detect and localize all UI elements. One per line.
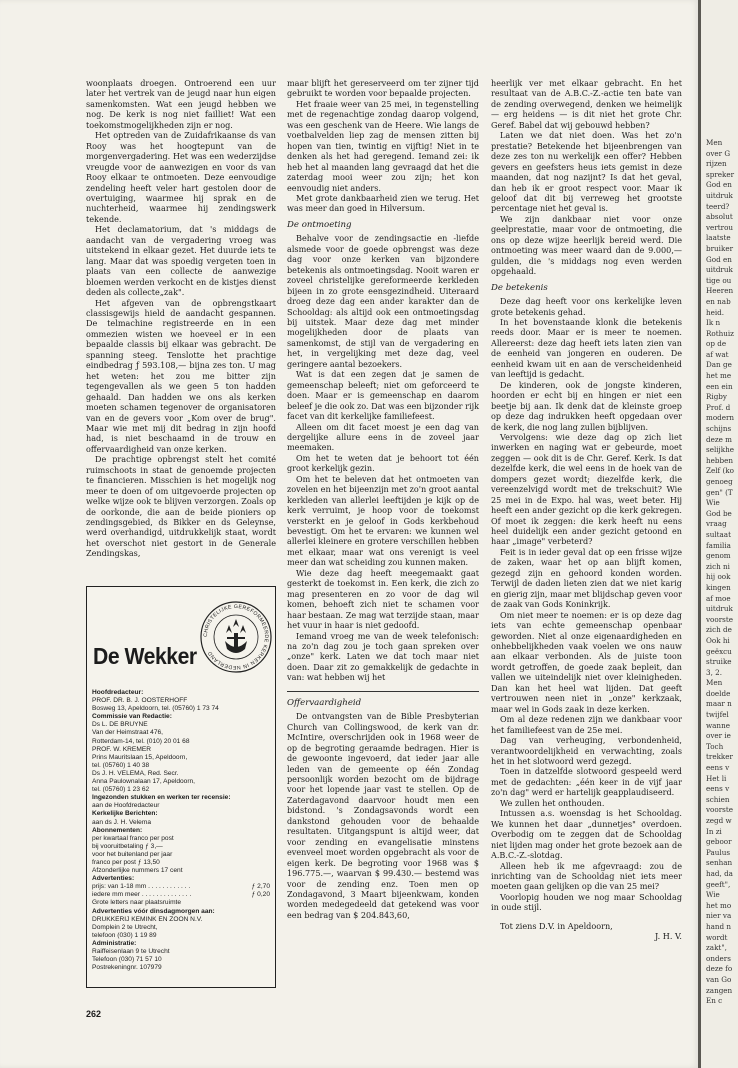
- colophon-line: franco per post ƒ 13,50: [92, 858, 160, 866]
- paragraph: Om al deze redenen zijn we dankbaar voor het familiefeest van de 25e mei.: [491, 714, 682, 735]
- colophon-heading: Administratie:: [92, 939, 137, 947]
- adjacent-page-text-fragment: hij ook: [706, 572, 731, 582]
- adjacent-page-text-fragment: hebben: [706, 455, 733, 465]
- adjacent-page-text-fragment: zich de: [706, 625, 732, 635]
- adjacent-page-text-fragment: af moe: [706, 593, 731, 603]
- masthead-colophon: [87, 689, 275, 972]
- adjacent-page-text-fragment: familia: [706, 540, 731, 550]
- paragraph: We zullen het onthouden.: [500, 797, 605, 808]
- colophon-line: Prins Mauritslaan 15, Apeldoorn,: [92, 753, 188, 761]
- adjacent-page-text-fragment: schien: [706, 794, 730, 804]
- adjacent-page-text-fragment: eens v: [706, 763, 730, 773]
- paragraph: Laten we dat niet doen. Was het zo'n prestatie? Betekende het bijeenbrengen van deze zes ton nu werkelijk een offer? Hebben gevers en geefsters heus iets gemist in deze maanden, dat nog nazijnt? Is dat het geval, dan heb ik er groot respect voor. Maar ik geloof dat dit bij verreweg het grootste percentage niet het geval is.: [491, 130, 682, 214]
- colophon-line: telefoon (030) 1 19 89: [92, 931, 157, 939]
- colophon-line: aan de Hoofdredacteur: [92, 802, 160, 810]
- paragraph: Wat is dat een zegen dat je samen de gemeenschap beleeft; niet om geforceerd te doen. Maar er is gemeenschap en daarom beleef je die ook zo. Dat was een bijzonder rijk facet van dit kerkelijke familiefeest.: [287, 369, 479, 422]
- colophon-line: Grote letters naar plaatsruimte: [92, 899, 182, 907]
- paragraph: Met grote dankbaarheid zien we terug. Het was meer dan goed in Hilversum.: [287, 192, 479, 214]
- colophon-heading: Advertenties vóór dinsdagmorgen aan:: [92, 907, 215, 915]
- colophon-line: bij vooruitbetaling ƒ 3,—: [92, 842, 163, 850]
- adjacent-page-text-fragment: selijkhe: [706, 445, 735, 455]
- adjacent-page-text-fragment: deze fo: [706, 964, 733, 974]
- adjacent-page-text-fragment: Rothuiz: [706, 328, 734, 338]
- colophon-line: Van der Heimstraat 476,: [92, 729, 163, 737]
- adjacent-page-text-fragment: trekker: [706, 752, 733, 762]
- section-heading: Offervaardigheid: [287, 697, 362, 708]
- paragraph: woonplaats droegen. Ontroerend een uur later het vertrek van de jeugd naar hun eigen samenkomsten. Wat een jeugd hebben we nog. De kerk is nog niet failliet! Wat een toekomstmogelijkheden zijn er nog.: [86, 78, 276, 130]
- colophon-line: Postrekeningnr. 107979: [92, 964, 162, 972]
- seal-text: CHRISTELIJKE GEREFORMEERDE KERKEN IN NEDERLAND: [202, 603, 270, 671]
- adjacent-page-text-fragment: nier va: [706, 911, 732, 921]
- adjacent-page-text-fragment: zakt",: [706, 943, 727, 953]
- colophon-line: Telefoon (030) 71 57 10: [92, 956, 162, 964]
- adjacent-page-text-fragment: genoeg: [706, 477, 733, 486]
- adjacent-page-text-fragment: geëxcu: [706, 646, 732, 656]
- colophon-line: [92, 883, 270, 891]
- adjacent-page-text-fragment: deze m: [706, 434, 732, 444]
- paragraph: Behalve voor de zendingsactie en -liefde alsmede voor de goede opbrengst was deze dag voor onze kerken van bijzondere betekenis als ontmoetingsdag. Nooit waren er zoveel christelijke gereformeerde kerkleden bijeen in zo grote eensgezindheid. Uiteraard droeg deze dag een ander karakter dan de Schooldag: als altijd ook een ontmoetingsdag bij uitstek. Maar deze dag met minder mogelijkheden door de plaats van samenkomst, de stijl van de vergadering en het, in vergelijking met deze dag, veel geringere aantal bezoekers.: [287, 233, 479, 369]
- adjacent-page-text-fragment: geeft",: [706, 879, 731, 889]
- paragraph: Het fraaie weer van 25 mei, in tegenstelling met de regenachtige zondag daarop volgend, was een geschenk van de Heere. Wie langs de voetbalvelden liep zag de mensen zitten bij hopen van tien, twintig en vijftig! Niet in te denken als het had geregend. Iemand zei: ik heb het al maanden lang gevraagd dat het die zaterdag mooi weer zou zijn; het kon eenvoudig niet anders.: [287, 98, 479, 193]
- colophon-line: PROF. W. KREMER: [92, 745, 151, 753]
- adjacent-page-text-fragment: uitdruk: [706, 604, 733, 614]
- paragraph: Dag van verheuging, verbondenheid, verantwoordelijkheid en verwachting, zoals het in het slotwoord werd gezegd.: [491, 735, 682, 766]
- colophon-heading: Commissie van Redactie:: [92, 713, 172, 721]
- colophon-line: DRUKKERIJ KEMINK EN ZOON N.V.: [92, 915, 203, 923]
- paragraph: Om het te weten dat je behoort tot één groot kerkelijk gezin.: [287, 452, 479, 474]
- adjacent-page-text-fragment: doelde: [706, 688, 731, 698]
- adjacent-page-text-fragment: Men: [706, 138, 723, 147]
- paragraph: Iemand vroeg me van de week telefonisch: na zo'n dag zou je toch gaan spreken over „onze" kerk. Laten we dat toch maar niet doen. Daar zit zo gemakkelijk de gedachte in van: wat hebben wij het: [287, 630, 479, 683]
- masthead-box: [86, 586, 276, 988]
- adjacent-page-text-fragment: Heeren: [706, 286, 734, 296]
- section-heading: De betekenis: [491, 282, 548, 293]
- adjacent-page-text-fragment: struike: [706, 657, 732, 667]
- adjacent-page-text-fragment: vertrou: [706, 222, 734, 232]
- colophon-line: Ds J. H. VELEMA, Red. Secr.: [92, 769, 179, 777]
- paragraph: Om het te beleven dat het ontmoeten van zovelen en het bijeenzijn met zo'n groot aantal kerkleden van allerlei leeftijden je kijk op de kerk verruimt, je hoop voor de toekomst versterkt en je geloof in Gods kerkbehoud bevestigt. Om het te ervaren: we kunnen wel allerlei kleinere en grotere verschillen hebben met elkaar, maar wat ons verenigt is veel meer dan wat scheiding zou kunnen maken.: [287, 473, 479, 568]
- colophon-line: Domplein 2 te Utrecht,: [92, 923, 158, 931]
- masthead-title: De Wekker: [93, 643, 197, 669]
- paragraph: In het bovenstaande klonk die betekenis reeds door. Maar er is meer te noemen. Allereerst: deze dag heeft iets laten zien van de eenheid van jongeren en ouderen. De eenheid kwam uit en aan de verscheidenheid van leeftijd is gedacht.: [491, 316, 682, 380]
- adjacent-page-text-fragment: modern: [706, 413, 735, 423]
- adjacent-page-text-fragment: kingen: [706, 582, 731, 592]
- paragraph: Toen in datzelfde slotwoord gespeeld werd met de gedachten: „één keer in de vijf jaar zo'n dag" werd er hartelijk geapplaudiseerd.: [491, 766, 682, 798]
- closing-line: Tot ziens D.V. in Apeldoorn,: [500, 920, 613, 931]
- paragraph: Om niet meer te noemen: er is op deze dag iets van echte gemeenschap openbaar geworden. Niet al onze eigenaardigheden en onhebbelijkheden vaak voelen we ons nauw aan elkaar verbonden. Als de juiste toon wordt getroffen, de goede zaak bepleit, dan vallen we uiteindelijk niet over kleinigheden. Dan kan het heel wat lijden. Dat geeft vertrouwen neen niet in „onze" kerkzaak, maar wel in Gods zaak in deze kerken.: [491, 609, 682, 714]
- colophon-heading: Ingezonden stukken en werken ter recensie:: [92, 794, 231, 802]
- adjacent-page-text-fragment: voorste: [706, 614, 733, 624]
- adjacent-page-text-fragment: onders: [706, 953, 731, 963]
- adjacent-page-text-fragment: Dan ge: [706, 360, 732, 370]
- adjacent-page-text-fragment: God be: [706, 508, 732, 518]
- divider: [287, 691, 479, 692]
- adjacent-page-text-fragment: God en: [706, 254, 732, 264]
- adjacent-page-text-fragment: Ik n: [706, 318, 721, 328]
- adjacent-page-text-fragment: Wie: [706, 498, 720, 508]
- colophon-line: aan ds J. H. Velema: [92, 818, 152, 826]
- colophon-heading: Hoofdredacteur:: [92, 689, 144, 696]
- adjacent-page-text-fragment: Paulus: [706, 847, 731, 857]
- colophon-heading: Kerkelijke Berichten:: [92, 810, 158, 818]
- paragraph: Vervolgens: wie deze dag op zich liet inwerken en naging wat er gebeurde, moet zeggen — ook dit is de Chr. Geref. Kerk. Is dat dezelfde kerk, die wel eens in de hoek van de dompers gezet wordt; diezelfde kerk, die vereenzelvigd wordt met de trekschuit? Wie 25 mei in de Expo. hal was, weet beter. Hij heeft een ander gezicht op die kerk gekregen. Of moet ik zeggen: die kerk heeft nu eens heel duidelijk een ander gezicht getoond en haar „image" verbeterd?: [491, 431, 682, 547]
- adjacent-page-text-fragment: Rigby: [706, 392, 727, 402]
- adjacent-page-text-fragment: In zi: [706, 826, 722, 836]
- adjacent-page-text-fragment: spreker: [706, 169, 735, 179]
- adjacent-page-text-fragment: vraag: [706, 519, 727, 529]
- adjacent-page-text-fragment: zegd w: [706, 816, 732, 825]
- adjacent-page-text-fragment: Wie: [706, 890, 720, 900]
- adjacent-page-text-fragment: uitdruk: [706, 265, 733, 275]
- adjacent-page-text-fragment: zich ni: [706, 561, 730, 571]
- colophon-line: voor het buitenland per jaar: [92, 850, 173, 858]
- adjacent-page-text-fragment: wanne: [706, 720, 730, 730]
- adjacent-page-text-fragment: Toch: [706, 741, 724, 751]
- adjacent-page-text-fragment: Prof. d: [706, 402, 731, 412]
- colophon-label: iedere mm meer . . . . . . . . . . . . . .: [92, 891, 192, 899]
- adjacent-page-text-fragment: en nab: [706, 296, 731, 306]
- adjacent-page-text-fragment: geboor: [706, 837, 732, 847]
- paragraph: Het afgeven van de opbrengstkaart classisgewijs hield de aandacht gespannen. De telmachine registreerde en in een ommezien wisten we hoeveel er in een bepaalde classis bij elkaar was gebracht. De spanning steeg. Tenslotte het prachtige eindbedrag ƒ 593.108,— bijna zes ton. U mag het weten: het zou me bitter zijn tegengevallen als we geen 5 ton hadden gehaald. Dan hadden we ons als kerken moeten schamen tegenover de organisatoren van en de gevers voor „Kom over de brug". Maar wie met mij dit bedrag in zijn hoofd had, is niet beschaamd in de trouw en offervaardigheid van onze kerken.: [86, 297, 276, 454]
- adjacent-page-text-fragment: op de: [706, 339, 727, 349]
- paragraph: Het declamatorium, dat 's middags de aandacht van de vergadering vroeg was uitstekend in elkaar gezet. Het duurde iets te lang. Maar dat was spoedig vergeten toen in plaats van een collecte de aanwezige bloemen werden verkocht en de kistjes dienst deden als collecte„zak".: [86, 224, 276, 298]
- adjacent-page-text-fragment: absolut: [706, 212, 733, 222]
- colophon-label: prijs: van 1-18 mm . . . . . . . . . . . .: [92, 883, 191, 891]
- adjacent-page-text-fragment: God en: [706, 180, 732, 190]
- colophon-line: tel. (05760) 1 23 62: [92, 786, 150, 794]
- paragraph: Het optreden van de Zuidafrikaanse ds van Rooy was het hoogtepunt van de morgenvergadering. Het was een wederzijdse vreugde voor de aanwezigen en voor ds van Rooy elkaar te ontmoeten. Deze eenvoudige zendeling heeft veler hart gestolen door de overtuiging, waarmee hij sprak en de nuchterheid, waarmee hij zendingswerk tekende.: [86, 130, 276, 224]
- paragraph: Alleen om dit facet moest je een dag van dergelijke allure eens in de zoveel jaar meemaken.: [287, 421, 479, 453]
- colophon-heading: Abonnementen:: [92, 826, 143, 834]
- colophon-line: [92, 891, 270, 899]
- colophon-price: ƒ 0,20: [251, 891, 270, 899]
- adjacent-page-text-fragment: af wat: [706, 349, 729, 359]
- adjacent-page-text-fragment: gen" (T: [706, 487, 733, 497]
- adjacent-page-text-fragment: een ein: [706, 381, 733, 391]
- paragraph: De kinderen, ook de jongste kinderen, hoorden er echt bij en hingen er niet een beetje bij aan. Ik denk dat de kleinste groep op deze dag indrukken heeft opgedaan over de kerk, die nog lang zullen bijblijven.: [491, 379, 682, 432]
- adjacent-page-text-fragment: Zelf (ko: [706, 466, 734, 476]
- colophon-line: Raiffeisenlaan 9 te Utrecht: [92, 948, 170, 955]
- page-number: 262: [86, 1009, 102, 1019]
- adjacent-page-text-fragment: laatste: [706, 233, 731, 243]
- colophon-line: Afzonderlijke nummers 17 cent: [92, 867, 183, 875]
- adjacent-page-text-fragment: wordt: [706, 932, 728, 942]
- church-seal-icon: [199, 593, 273, 681]
- paragraph: Deze dag heeft voor ons kerkelijke leven grote betekenis gehad.: [491, 296, 682, 317]
- colophon-line: PROF. DR. B. J. OOSTERHOFF: [92, 697, 188, 705]
- paragraph: De ontvangsten van de Bible Presbyterian Church van Collingswood, de kerk van dr. McIntire, overschrijden ook in 1968 weer de op de begroting geraamde bedragen. Hier is de gewoonte ingevoerd, dat ieder jaar alle leden van de gemeente op één Zondag persoonlijk worden bezocht om de bijdrage voor het lopende jaar vast te stellen. Op de Zaterdagavond daarvoor houdt men een bidstond. 's Zondagsavonds wordt een dankstond gehouden voor de behaalde resultaten. Uitgangspunt is altijd weer, dat voor zending en evangelisatie minstens evenveel moet worden opgebracht als voor de eigen kerk. De begroting voor 1968 was $ 196.775.—, waarvan $ 99.430.— bestemd was voor de zending enz. Toen men op Zondagavond, 3 Maart bijeenkwam, konden worden medegedeeld dat getekend was voor een bedrag van $ 204.843,60,: [287, 711, 479, 920]
- adjacent-page-text-fragment: rijzen: [706, 159, 727, 169]
- paragraph: De prachtige opbrengst stelt het comité ruimschoots in staat de genoemde projecten te financieren. Misschien is het mogelijk nog meer te doen of om uitgevoerde projecten op welke wijze ook te blijven verzorgen. Zoals op de oorkonde, die aan de beide pioniers op zendingsgebied, ds Bikker en ds Geleynse, werd overhandigd, uitdrukkelijk staat, wordt het overschot niet gestort in de Generale Zendingskas,: [86, 454, 276, 559]
- adjacent-page-text-fragment: hand n: [706, 921, 732, 931]
- colophon-line: Rotterdam-14, tel. (010) 20 01 68: [92, 737, 190, 745]
- adjacent-page-edge: [698, 0, 738, 1068]
- adjacent-page-text-fragment: over ie: [706, 731, 731, 741]
- colophon-line: per kwartaal franco per post: [92, 834, 174, 842]
- column-3: [491, 78, 682, 942]
- column-2: [287, 78, 479, 920]
- adjacent-page-text-fragment: van Go: [706, 974, 732, 984]
- adjacent-page-text-fragment: teerd?: [706, 201, 730, 211]
- adjacent-page-text-fragment: voorste: [706, 805, 733, 815]
- adjacent-page-text-fragment: 3, 2.: [706, 667, 722, 677]
- adjacent-page-text-fragment: senhan: [706, 858, 733, 868]
- adjacent-page-text-fragment: uitdruk: [706, 190, 733, 200]
- adjacent-page-text-fragment: eens v: [706, 784, 730, 794]
- colophon-price: ƒ 2,70: [251, 883, 270, 891]
- adjacent-page-text-fragment: Men: [706, 678, 723, 688]
- paragraph: Alleen heb ik me afgevraagd: zou de inrichting van de Schooldag niet iets meer moeten gaan gelijken op die van 25 mei?: [491, 860, 682, 892]
- paragraph: We zijn dankbaar niet voor onze geelprestatie, maar voor de ontmoeting, die ons op deze wijze heerlijk bereid werd. Die ontmoeting was meer waard dan de 9.000,— gulden, die 's middags nog even werden opgehaald.: [491, 213, 682, 277]
- adjacent-page-text-fragment: het me: [706, 371, 732, 381]
- paragraph: heerlijk ver met elkaar gebracht. En het resultaat van de A.B.C.-Z.-actie ten bate van de zending overwegend, denken we heimelijk — erg heidens — is dit niet het grote Chr. Geref. Babel dat wij gebouwd hebben?: [491, 78, 682, 130]
- paragraph: Feit is in ieder geval dat op een frisse wijze de zaken, waar het op aan blijft komen, gezegd zijn en gehoord konden worden. Terwijl de daden lieten zien dat we niet karig en gierig zijn, maar met blijdschap geven voor de zaak van Gods Koninkrijk.: [491, 546, 682, 610]
- adjacent-page-text-fragment: sultaat: [706, 529, 731, 539]
- colophon-line: Bosweg 13, Apeldoorn, tel. (05760) 1 73 74: [92, 705, 219, 713]
- adjacent-page-text-fragment: heid.: [706, 307, 725, 317]
- section-heading: De ontmoeting: [287, 219, 352, 230]
- adjacent-page-text-fragment: En c: [706, 996, 723, 1006]
- adjacent-page-text-fragment: over G: [706, 148, 731, 158]
- adjacent-page-text-fragment: had, da: [706, 868, 733, 878]
- colophon-line: tel. (05760) 1 40 38: [92, 761, 150, 769]
- adjacent-page-text-fragment: bruiker: [706, 243, 734, 253]
- colophon-line: Ds L. DE BRUYNE: [92, 721, 148, 729]
- adjacent-page-text-fragment: Het li: [706, 773, 727, 783]
- paragraph: Voorlopig houden we nog maar Schooldag in oude stijl.: [491, 891, 682, 913]
- adjacent-page-text-fragment: maar n: [706, 699, 732, 709]
- author-signature: J. H. V.: [655, 931, 682, 942]
- paragraph: maar blijft het gereserveerd om ter zijner tijd gebruikt te worden voor bepaalde projecten.: [287, 78, 479, 99]
- adjacent-page-text-fragment: twijfel: [706, 710, 729, 720]
- colophon-line: Anna Paulownalaan 17, Apeldoorn,: [92, 778, 196, 786]
- colophon-heading: Advertenties:: [92, 875, 135, 883]
- adjacent-page-text-fragment: het mo: [706, 900, 732, 910]
- adjacent-page-text-fragment: zangen: [706, 985, 733, 995]
- adjacent-page-text-fragment: tige ou: [706, 275, 732, 285]
- adjacent-page-text-fragment: genom: [706, 551, 731, 561]
- adjacent-page-text-fragment: Ook hi: [706, 635, 730, 645]
- paragraph: Intussen a.s. woensdag is het Schooldag. We kunnen het daar „dunnetjes" overdoen. Overbodig om te zeggen dat de Schooldag niet lijden mag onder het grote bezoek aan de A.B.C.-Z.-slotdag.: [491, 808, 682, 861]
- column-1: [86, 78, 276, 559]
- adjacent-page-text-fragment: schijns: [706, 424, 732, 434]
- paragraph: Wie deze dag heeft meegemaakt gaat gesterkt de toekomst in. Een kerk, die zich zo mag presenteren en zo voor de dag wil komen, behoeft zich niet te schamen voor haar bestaan. Ze mag wat terzijde staan, maar het vuur in haar is niet gedoofd.: [287, 567, 479, 631]
